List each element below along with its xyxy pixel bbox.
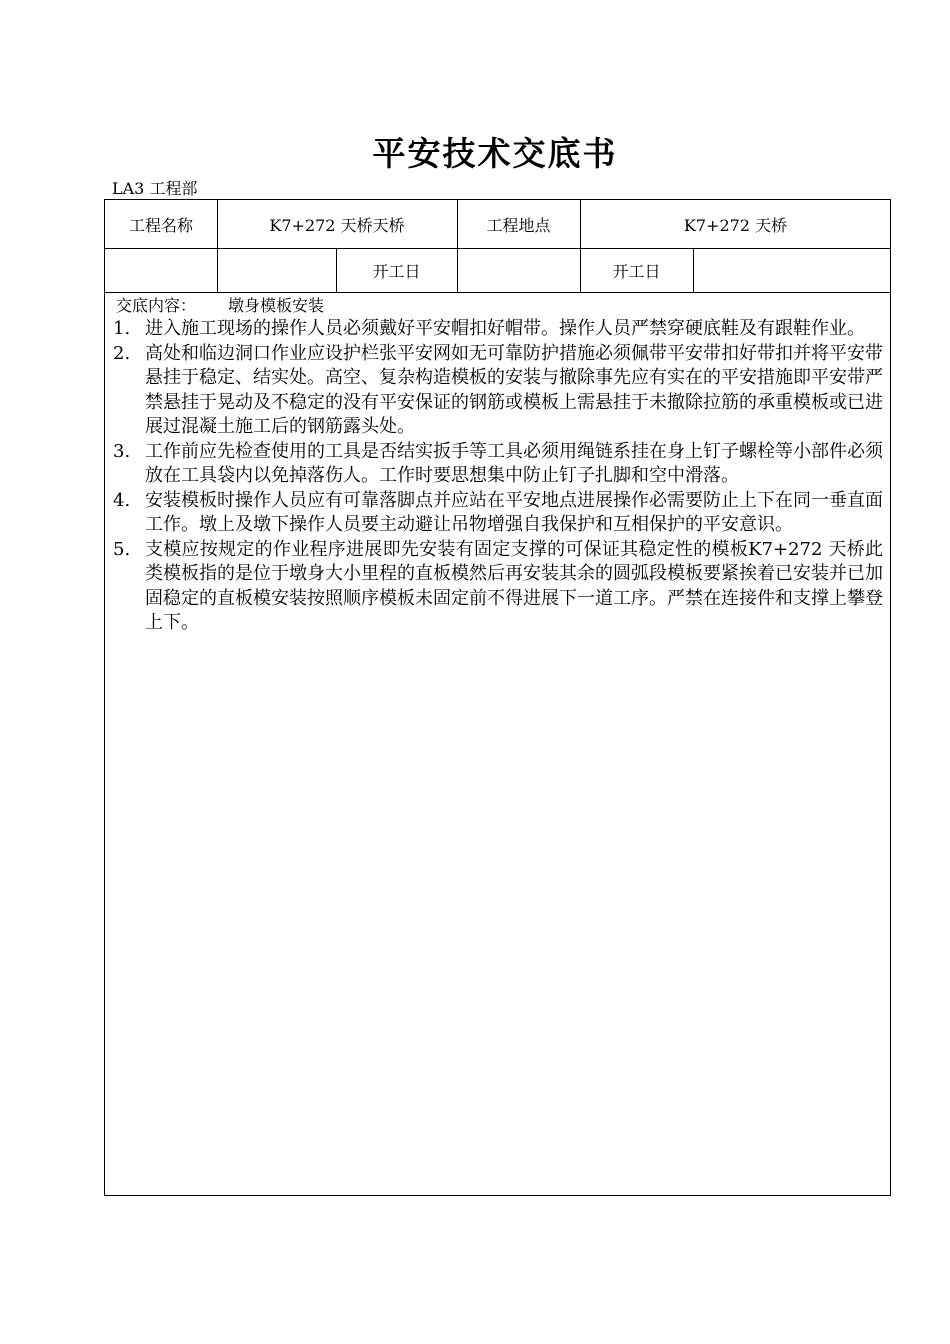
- item-number: 2.: [113, 342, 131, 364]
- project-location-label: 工程地点: [486, 215, 551, 235]
- disclosure-table: [104, 199, 891, 1196]
- content-label: 交底内容：: [116, 296, 197, 315]
- row-divider-1: [105, 248, 890, 249]
- item-text: 安装模板时操作人员应有可靠落脚点并应站在平安地点进展操作必需要防止上下在同一垂直面工作。墩上及墩下操作人员要主动避让吊物增强自我保护和互相保护的平安意识。: [145, 489, 883, 535]
- item-number: 1.: [113, 318, 131, 339]
- start-date-label-2: 开工日: [612, 261, 661, 281]
- list-item: [113, 440, 883, 489]
- content-subject: 墩身模板安装: [228, 296, 325, 315]
- project-name-value: K7+272 天桥天桥: [269, 215, 405, 235]
- content-heading: [116, 293, 324, 316]
- project-name-label: 工程名称: [128, 215, 193, 235]
- project-location-value: K7+272 天桥: [683, 215, 788, 235]
- list-item: [113, 317, 883, 342]
- list-item: [113, 342, 883, 440]
- start-date-label: 开工日: [372, 261, 421, 281]
- item-number: 5.: [113, 538, 131, 560]
- department-label: LA3 工程部: [112, 179, 198, 198]
- item-text: 工作前应先检查使用的工具是否结实扳手等工具必须用绳链系挂在身上钉子螺栓等小部件必须放在工具袋内以免掉落伤人。工作时要思想集中防止钉子扎脚和空中滑落。: [145, 440, 883, 486]
- list-item: [113, 489, 883, 538]
- item-number: 4.: [113, 489, 131, 511]
- item-text: 进入施工现场的操作人员必须戴好平安帽扣好帽带。操作人员严禁穿硬底鞋及有跟鞋作业。: [145, 318, 865, 339]
- item-text: 高处和临边洞口作业应设护栏张平安网如无可靠防护措施必须佩带平安带扣好带扣并将平安带悬挂于稳定、结实处。高空、复杂构造模板的安装与撤除事先应有实在的平安措施即平安带严禁悬挂于晃动及不稳定的没有平安保证的钢筋或模板上需悬挂于未撤除拉筋的承重模板或已进展过混凝土施工后的钢筋露头处。: [145, 342, 883, 437]
- item-text: 支模应按规定的作业程序进展即先安装有固定支撑的可保证其稳定性的模板K7+272 天桥此类模板指的是位于墩身大小里程的直板模然后再安装其余的圆弧段模板要紧挨着已安装并已加固稳定的直板模安装按照顺序模板未固定前不得进展下一道工序。严禁在连接件和支撑上攀登上下。: [145, 538, 883, 633]
- document-title: 平安技术交底书: [372, 134, 618, 173]
- list-item: [113, 538, 883, 636]
- col-divider-5: [693, 248, 694, 292]
- safety-items-list: [113, 317, 883, 636]
- item-number: 3.: [113, 440, 131, 462]
